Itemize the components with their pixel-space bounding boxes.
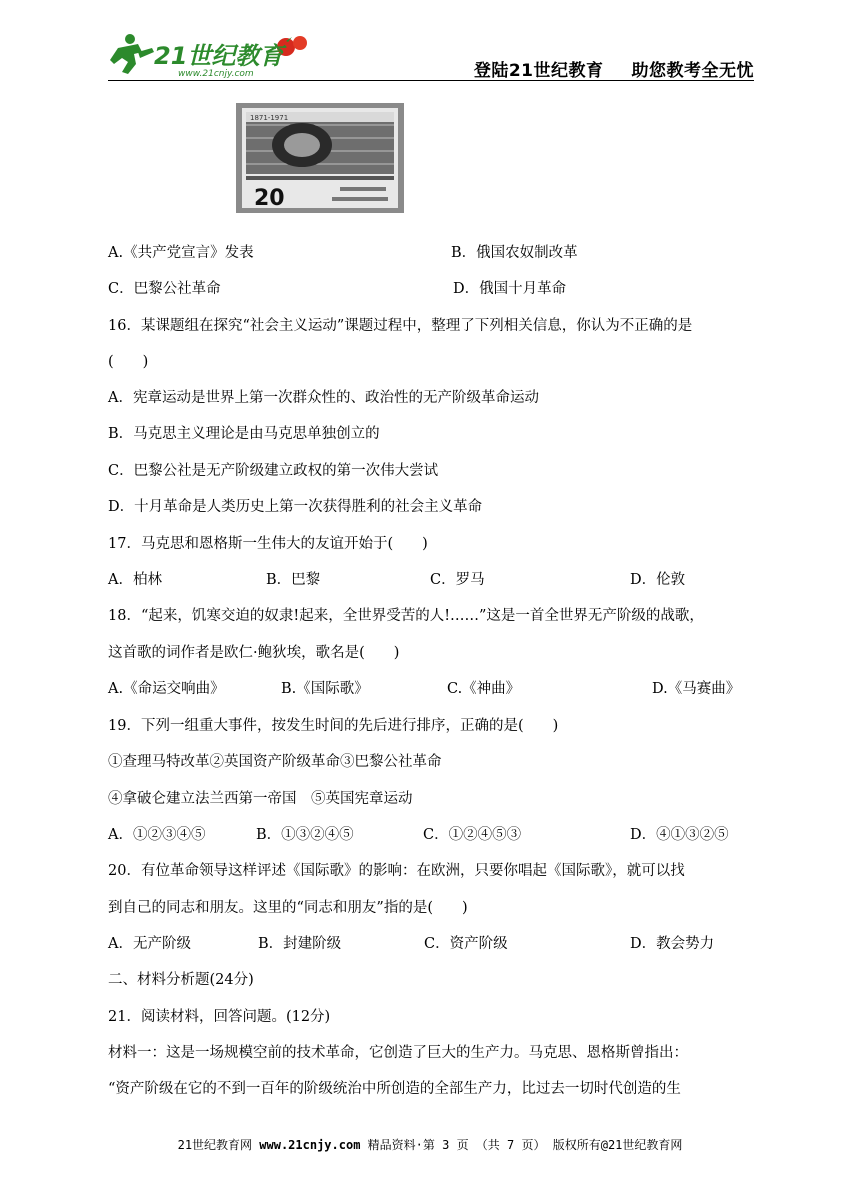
q15-option-d[interactable]: D．俄国十月革命 (453, 281, 567, 297)
q20-option-d[interactable]: D．教会势力 (630, 936, 715, 952)
q20-stem-line2: 到自己的同志和朋友。这里的“同志和朋友”指的是( ) (108, 900, 468, 916)
q15-option-a[interactable]: A.《共产党宣言》发表 (108, 245, 254, 261)
q19-stem: 19．下列一组重大事件，按发生时间的先后进行排序，正确的是( ) (108, 718, 559, 734)
footer-copyright: 版权所有@21世纪教育网 (552, 1138, 683, 1152)
q21-stem: 21．阅读材料，回答问题。(12分) (108, 1009, 331, 1025)
slogan-left: 登陆21世纪教育 (473, 61, 604, 81)
page-header (108, 22, 754, 80)
section2-title: 二、材料分析题(24分) (108, 972, 254, 988)
q20-option-c[interactable]: C．资产阶级 (424, 936, 508, 952)
q19-option-d[interactable]: D．④①③②⑤ (630, 827, 729, 843)
q17-option-d[interactable]: D．伦敦 (630, 572, 686, 588)
q18-option-a[interactable]: A.《命运交响曲》 (108, 681, 225, 697)
q18-option-c[interactable]: C.《神曲》 (447, 681, 521, 697)
q19-option-b[interactable]: B．①③②④⑤ (256, 827, 354, 843)
slogan-right: 助您教考全无忧 (631, 61, 754, 81)
running-figure-icon (110, 34, 154, 74)
q19-items-line1: ①查理马特改革②英国资产阶级革命③巴黎公社革命 (108, 754, 442, 770)
stamp-value: 20 (254, 186, 285, 211)
commemorative-stamp-image (236, 103, 404, 213)
q16-option-c[interactable]: C．巴黎公社是无产阶级建立政权的第一次伟大尝试 (108, 463, 439, 479)
header-slogan (474, 56, 754, 81)
q18-stem-line1: 18．“起来，饥寒交迫的奴隶!起来，全世界受苦的人!……”这是一首全世界无产阶级的战歌， (108, 608, 704, 624)
q19-option-c[interactable]: C．①②④⑤③ (423, 827, 522, 843)
q16-option-a[interactable]: A．宪章运动是世界上第一次群众性的、政治性的无产阶级革命运动 (108, 390, 539, 406)
q16-option-d[interactable]: D．十月革命是人类历史上第一次获得胜利的社会主义革命 (108, 499, 483, 515)
q15-option-b[interactable]: B．俄国农奴制改革 (451, 245, 578, 261)
q20-option-a[interactable]: A．无产阶级 (108, 936, 191, 952)
header-rule (108, 80, 754, 81)
stamp-year: 1871-1971 (250, 114, 289, 122)
q18-stem-line2: 这首歌的词作者是欧仁·鲍狄埃，歌名是( ) (108, 645, 400, 661)
q17-option-a[interactable]: A．柏林 (108, 572, 162, 588)
q18-option-b[interactable]: B.《国际歌》 (281, 681, 369, 697)
footer-url[interactable]: www.21cnjy.com (259, 1138, 361, 1152)
footer-page-info: 精品资料·第 3 页 （共 7 页） (367, 1138, 546, 1152)
site-logo (108, 30, 318, 80)
q20-option-b[interactable]: B．封建阶级 (258, 936, 342, 952)
q19-items-line2: ④拿破仑建立法兰西第一帝国 ⑤英国宪章运动 (108, 791, 413, 807)
q17-option-c[interactable]: C．罗马 (430, 572, 485, 588)
material1-line1: 材料一：这是一场规模空前的技术革命，它创造了巨大的生产力。马克思、恩格斯曾指出： (108, 1045, 688, 1061)
logo-text: 21世纪教育 (154, 42, 284, 70)
footer-site: 21世纪教育网 (177, 1138, 253, 1152)
q19-option-a[interactable]: A．①②③④⑤ (108, 827, 206, 843)
q16-stem: 16．某课题组在探究“社会主义运动”课题过程中，整理了下列相关信息，你认为不正确的是 (108, 318, 693, 334)
page-footer (0, 1136, 860, 1153)
q18-option-d[interactable]: D.《马赛曲》 (652, 681, 741, 697)
q16-bracket: ( ) (108, 354, 149, 370)
logo-url: www.21cnjy.com (178, 69, 254, 79)
q15-option-c[interactable]: C．巴黎公社革命 (108, 281, 221, 297)
q17-option-b[interactable]: B．巴黎 (266, 572, 321, 588)
material1-line2: “资产阶级在它的不到一百年的阶级统治中所创造的全部生产力，比过去一切时代创造的生 (108, 1081, 681, 1097)
q17-stem: 17．马克思和恩格斯一生伟大的友谊开始于( ) (108, 536, 428, 552)
q20-stem-line1: 20．有位革命领导这样评述《国际歌》的影响：在欧洲，只要你唱起《国际歌》，就可以找 (108, 863, 685, 879)
q16-option-b[interactable]: B．马克思主义理论是由马克思单独创立的 (108, 426, 380, 442)
